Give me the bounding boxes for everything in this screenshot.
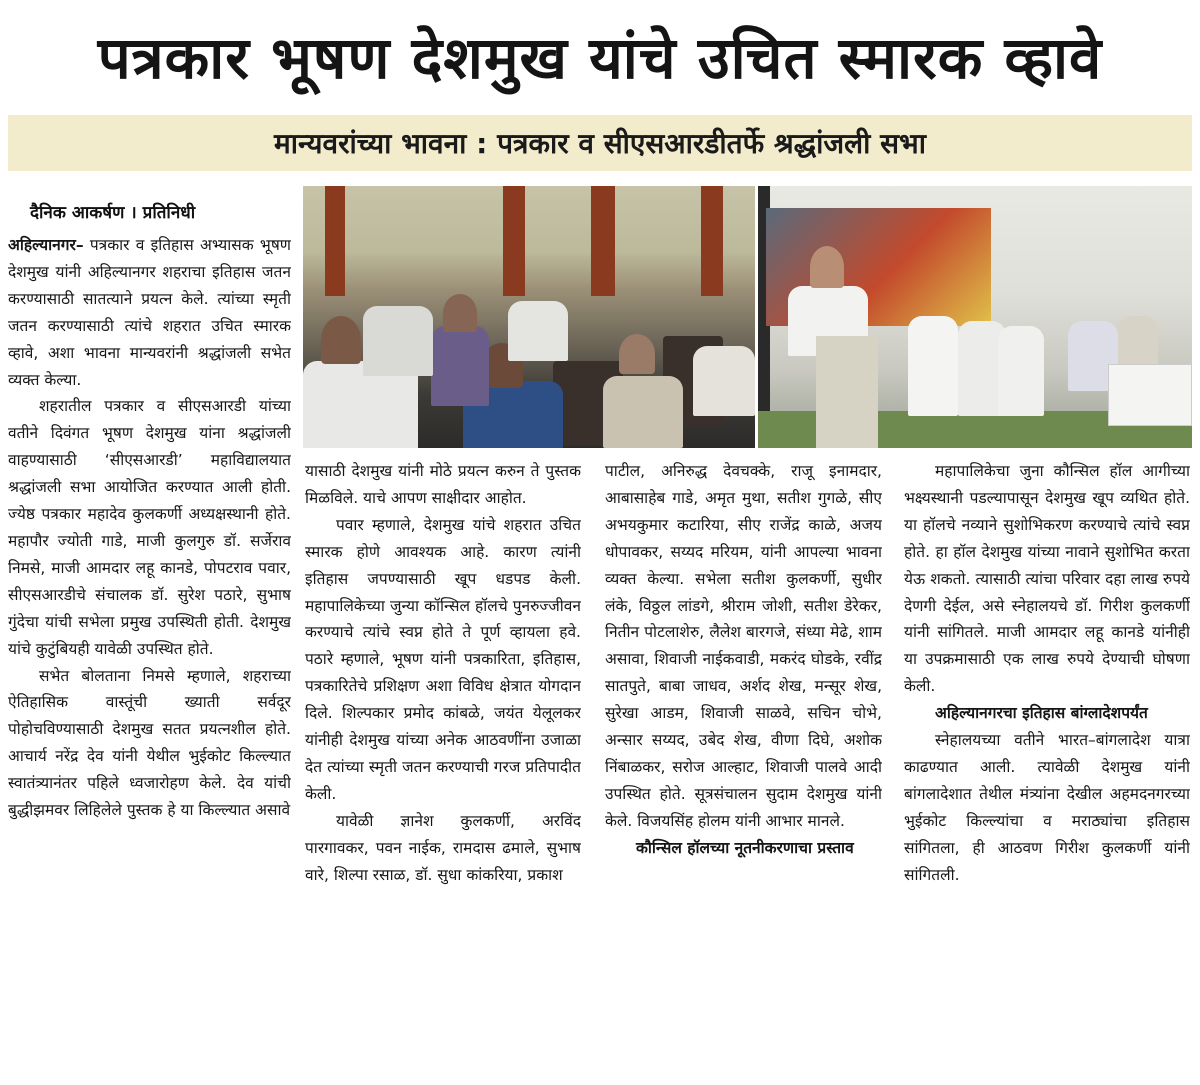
paragraph-5: पवार म्हणाले, देशमुख यांचे शहरात उचित स्मारक होणे आवश्यक आहे. कारण त्यांनी इतिहास जपण्यासाठी खूप धडपड केली. महापालिकेच्या जुन्या कॉन्सिल हॉलचे पुनरुज्जीवन करण्याचे त्यांचे स्वप्न होते ते पूर्ण व्हायला हवे. पठारे म्हणाले, भूषण यांनी पत्रकारिता, इतिहास, पत्रकारितेचे प्रशिक्षण अशा विविध क्षेत्रात योगदान दिले. शिल्पकार प्रमोद कांबळे, जयंत येलूलकर यांनीही देशमुख यांच्या अनेक आठवणींना उजाळा देत त्यांच्या स्मृती जतन करण्याची गरज प्रतिपादीत केली. bbox=[305, 515, 581, 803]
article-column-1 bbox=[8, 232, 291, 1080]
paragraph-3: सभेत बोलताना निमसे म्हणाले, शहराच्या ऐतिहासिक वास्तूंची ख्याती सर्वदूर पोहोचविण्यासाठी देशमुख सतत प्रयत्नशील होते. आचार्य नरेंद्र देव यांनी येथील भुईकोट किल्ल्यात स्वातंत्र्यानंतर पहिले ध्वजारोहण केले. देव यांची बुद्धीझमवर लिहिलेले पुस्तक हे या किल्ल्यात असावे bbox=[8, 666, 291, 820]
article-column-4 bbox=[904, 458, 1190, 1080]
stage-table bbox=[1108, 364, 1192, 426]
headline: पत्रकार भूषण देशमुख यांचे उचित स्मारक व्हावे bbox=[97, 23, 1103, 92]
paragraph-9: स्नेहालयच्या वतीने भारत–बांगलादेश यात्रा काढण्यात आली. त्यावेळी देशमुख यांनी बांगलादेशात तेथील मंत्र्यांना देखील अहमदनगरच्या भुईकोट किल्ल्यांचा व मराठ्यांचा इतिहास सांगितला, ही आठवण गिरीश कुलकर्णी यांनी सांगितली. bbox=[904, 731, 1190, 884]
paragraph-7: पाटील, अनिरुद्ध देवचक्के, राजू इनामदार, आबासाहेब गाडे, अमृत मुथा, सतीश गुगळे, सीए अभयकुमार कटारिया, सीए राजेंद्र काळे, अजय धोपावकर, सय्यद मरियम, यांनी आपल्या भावना व्यक्त केल्या. सभेला सतीश कुलकर्णी, सुधीर लंके, विठ्ठल लांडगे, श्रीराम जोशी, सतीश डेरेकर, नितीन पोटलाशेरु, लैलेश बारगजे, संध्या मेढे, शाम असावा, शिवाजी नाईकवाडी, मकरंद घोडके, रवींद्र सातपुते, बाबा जाधव, अर्शद शेख, मन्सूर शेख, सुरेखा आडम, शिवाजी साळवे, सचिन चोभे, अन्सार सय्यद, उबेद शेख, वीणा दिघे, अशोक निंबाळकर, सरोज आल्हाट, शिवाजी पालवे आदी उपस्थित होते. सूत्रसंचालन सुदाम देशमुख यांनी केले. विजयसिंह होलम यांनी आभार मानले. bbox=[605, 462, 882, 830]
subheading-council-hall: कौन्सिल हॉलच्या नूतनीकरणाचा प्रस्ताव bbox=[636, 838, 854, 857]
byline: दैनिक आकर्षण । प्रतिनिधी bbox=[30, 203, 196, 223]
podium bbox=[816, 336, 878, 448]
dateline: अहिल्यानगर– bbox=[8, 236, 84, 254]
subheadline: मान्यवरांच्या भावना : पत्रकार व सीएसआरडीतर्फे श्रद्धांजली सभा bbox=[8, 115, 1192, 171]
subheading-bangladesh: अहिल्यानगरचा इतिहास बांग्लादेशपर्यंत bbox=[935, 704, 1148, 723]
stage-photo bbox=[758, 186, 1192, 448]
paragraph-8: महापालिकेचा जुना कौन्सिल हॉल आगीच्या भक्ष्यस्थानी पडल्यापासून देशमुख खूप व्यथित होते. या हॉलचे नव्याने सुशोभिकरण करण्याचे त्यांचे स्वप्न होते. हा हॉल देशमुख यांच्या नावाने सुशोभित करता येऊ शकतो. त्यासाठी त्यांचा परिवार दहा लाख रुपये देणगी देईल, असे स्नेहालयचे डॉ. गिरीश कुलकर्णी यांनी सांगितले. माजी आमदार लहू कानडे यांनीही या उपक्रमासाठी एक लाख रुपये देण्याची घोषणा केली. bbox=[904, 462, 1190, 696]
paragraph-6: यावेळी ज्ञानेश कुलकर्णी, अरविंद पारगावकर, पवन नाईक, रामदास ढमाले, सुभाष वारे, शिल्पा रसाळ, डॉ. सुधा कांकरिया, प्रकाश bbox=[305, 811, 581, 884]
paragraph-2: शहरातील पत्रकार व सीएसआरडी यांच्या वतीने दिवंगत भूषण देशमुख यांना श्रद्धांजली वाहण्यासाठी ‘सीएसआरडी’ महाविद्यालयात श्रद्धांजली सभा आयोजित करण्यात आली होती. ज्येष्ठ पत्रकार महादेव कुलकर्णी अध्यक्षस्थानी होते. महापौर ज्योती गाडे, माजी कुलगुरु डॉ. सर्जेराव निमसे, माजी आमदार लहू कानडे, पोपटराव पवार, सीएसआरडीचे संचालक डॉ. सुरेश पठारे, सुभाष गुंदेचा यांची सभेला प्रमुख उपस्थिती होती. देशमुख यांचे कुटुंबियही यावेळी उपस्थित होते. bbox=[8, 397, 291, 658]
audience-photo bbox=[303, 186, 755, 448]
paragraph-1: पत्रकार व इतिहास अभ्यासक भूषण देशमुख यांनी अहिल्यानगर शहराचा इतिहास जतन करण्यासाठी सातत्याने प्रयत्न केले. त्यांच्या स्मृती जतन करण्यासाठी त्यांचे शहरात उचित स्मारक व्हावे, अशा भावना मान्यवरांनी श्रद्धांजली सभेत व्यक्त केल्या. bbox=[8, 236, 291, 389]
article-column-2 bbox=[305, 458, 581, 1080]
paragraph-4: यासाठी देशमुख यांनी मोठे प्रयत्न करुन ते पुस्तक मिळविले. याचे आपण साक्षीदार आहोत. bbox=[305, 462, 581, 507]
article-column-3 bbox=[605, 458, 882, 1080]
